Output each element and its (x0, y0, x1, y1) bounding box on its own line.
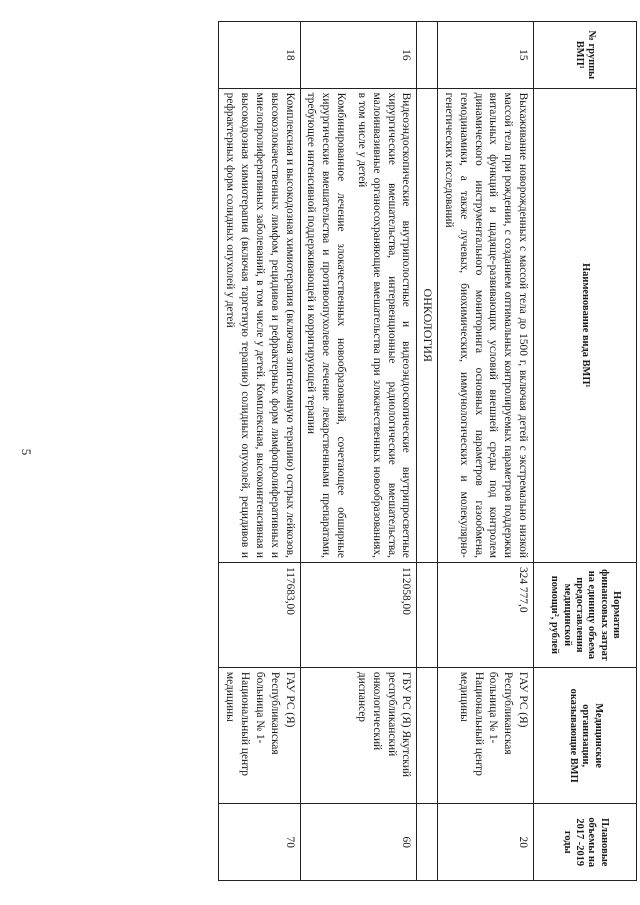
section-title-oncology: ОНКОЛОГИЯ (417, 88, 438, 562)
row-financial-norm: 112058,00 (300, 562, 417, 667)
header-planned-volumes: Плановые объемы на 2017 -2019 годы (534, 804, 637, 881)
table-row (300, 22, 417, 881)
row-financial-norm: 324 777,0 (438, 562, 534, 667)
table-row (219, 22, 300, 881)
section-empty-cell (417, 804, 438, 881)
rotated-table-container (70, 0, 640, 905)
row-planned-volume: 70 (219, 804, 300, 881)
row-group-number: 18 (219, 22, 300, 89)
row-vmp-name (300, 88, 417, 562)
row-vmp-name-text: Выхаживание новорожденных с массой тела до 1500 г, включая детей с экстремально низкой массой тела при рождении, с созданием оптимальных контролируемых параметров поддержки витальных функций и щадяще-развивающих условий внешней среды под контролем динамического инструментального мониторинга основных параметров газообмена, гемодинамики, а также лучевых, биохимических, иммунологических и молекулярно-генетических исследований (442, 92, 529, 558)
row-vmp-name (438, 88, 534, 562)
row-vmp-name-text: Комбинированное лечение злокачественных новообразований, сочетающее обширные хирургические вмешательства и противоопухолевое лечение лекарственными препаратами, требующее интенсивной поддерживающей и корригирующей терапии (305, 92, 348, 558)
header-group-number: № группы ВМП¹ (534, 22, 637, 89)
row-vmp-name (219, 88, 300, 562)
section-empty-cell (417, 667, 438, 804)
row-planned-volume: 60 (300, 804, 417, 881)
row-medical-organization: ГАУ РС (Я) Республиканская больница № 1-Национальный центр медицины (219, 667, 300, 804)
page-number: 5 (19, 448, 34, 456)
header-financial-norm: Норматив финансовых затрат на единицу объема предоставления медицинской помощи², рублей (534, 562, 637, 667)
vmp-table (219, 21, 638, 881)
row-planned-volume: 20 (438, 804, 534, 881)
table-row (438, 22, 534, 881)
header-vmp-name: Наименование вида ВМП¹ (534, 88, 637, 562)
row-group-number: 15 (438, 22, 534, 89)
row-vmp-name-text: Видеоэндоскопические внутриполостные и видеоэндоскопические внутрипросветные хирургические вмешательства, интервенционные радиологические вмешательства, малоинвазивные органосохраняющие вмешательства при злокачественных новообразованиях, в том числе у детей (355, 92, 413, 558)
section-row (417, 22, 438, 881)
section-empty-cell (417, 562, 438, 667)
row-vmp-name-text: Комплексная и высокодозная химиотерапия (включая эпигеномную терапию) острых лейкозов, высокозлокачественных лимфом, рецидивов и рефрактерных форм лимфопролиферативных и миелопролиферативных заболеваний, в том числе у детей. Комплексная, высокоинтенсивная и высокодозная химиотерапия (включая таргетную терапию) солидных опухолей, рецидивов и рефрактерных форм солидных опухолей у детей (224, 92, 296, 558)
row-medical-organization: ГБУ РС (Я) Якутский республиканский онкологический диспансер (300, 667, 417, 804)
table-header-row (534, 22, 637, 881)
row-medical-organization: ГАУ РС (Я) Республиканская больница № 1-Национальный центр медицины (438, 667, 534, 804)
row-group-number: 16 (300, 22, 417, 89)
row-financial-norm: 117683,00 (219, 562, 300, 667)
section-empty-cell (417, 22, 438, 89)
header-medical-organizations: Медицинские организации, оказывающие ВМП (534, 667, 637, 804)
